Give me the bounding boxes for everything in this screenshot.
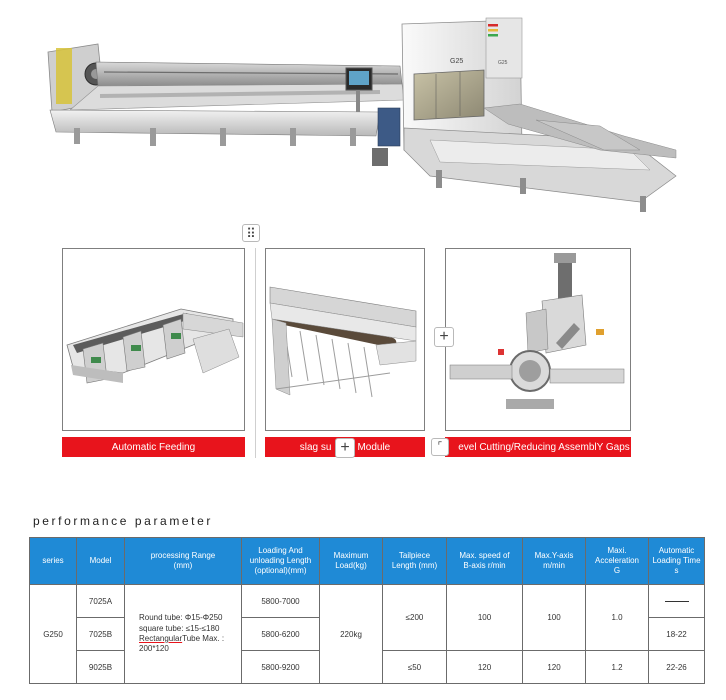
cell-length: 5800-6200 xyxy=(242,618,320,651)
cell-loading-time xyxy=(649,585,705,618)
cell-length: 5800-7000 xyxy=(242,585,320,618)
header-loading-time: Automatic Loading Time s xyxy=(649,538,705,585)
header-tailpiece: Tailpiece Length (mm) xyxy=(383,538,447,585)
feature-card-feeding xyxy=(62,248,245,431)
header-loading-length: Loading And unloading Length (optional)(mm) xyxy=(242,538,320,585)
caption-bevel-cutting xyxy=(445,437,631,457)
section-title: performance parameter xyxy=(33,514,213,528)
machine-brand-label: G25 xyxy=(450,58,464,65)
cell-acceleration: 1.0 xyxy=(586,585,649,651)
machine-brand-label-2: G25 xyxy=(498,60,508,66)
header-processing-range: processing Range (mm) xyxy=(125,538,242,585)
range-line-square: square tube: ≤15-≤180 xyxy=(139,623,220,633)
caption-slag-text: slag su xyxy=(299,441,332,453)
resize-icon[interactable]: ⌜ xyxy=(431,438,449,456)
header-acceleration: Maxi. Acceleration G xyxy=(586,538,649,585)
table-header-row xyxy=(30,538,705,585)
range-rect-max: Tube Max. : xyxy=(182,634,225,643)
range-line-rect xyxy=(139,634,239,644)
cell-y-speed: 100 xyxy=(523,585,586,651)
drag-handle-icon[interactable]: ⠿ xyxy=(242,224,260,242)
slag-support-image xyxy=(266,249,424,430)
header-y-axis: Max.Y-axis m/min xyxy=(523,538,586,585)
header-model: Model xyxy=(77,538,125,585)
cell-b-speed: 120 xyxy=(447,651,523,684)
plus-icon[interactable]: + xyxy=(434,327,454,347)
cell-tail-length: ≤50 xyxy=(383,651,447,684)
header-b-axis: Max. speed of B-axis r/min xyxy=(447,538,523,585)
cell-model: 9025B xyxy=(77,651,125,684)
caption-bevel-text: evel Cutting/Reducing AssemblY Gaps xyxy=(458,441,630,453)
header-series: series xyxy=(30,538,77,585)
table-row xyxy=(30,585,705,618)
cell-acceleration: 1.2 xyxy=(586,651,649,684)
cell-length: 5800-9200 xyxy=(242,651,320,684)
range-line-rect-size: 200*120 xyxy=(139,644,169,654)
bevel-cutting-image xyxy=(446,249,630,430)
cell-series: G250 xyxy=(30,585,77,684)
feature-card-slag-support xyxy=(265,248,425,431)
dash-line xyxy=(665,601,689,602)
range-line-round: Round tube: Φ15-Φ250 xyxy=(139,613,223,623)
cell-tail-length: ≤200 xyxy=(383,585,447,651)
cell-loading-time: 22-26 xyxy=(649,651,705,684)
cell-b-speed: 100 xyxy=(447,585,523,651)
cell-y-speed: 120 xyxy=(523,651,586,684)
parameter-table xyxy=(29,537,705,684)
cell-max-load: 220kg xyxy=(320,585,383,684)
plus-icon[interactable]: + xyxy=(335,438,355,458)
automatic-feeding-image xyxy=(63,249,244,430)
cell-model: 7025A xyxy=(77,585,125,618)
machine-hero-image xyxy=(0,0,726,222)
cell-loading-time: 18-22 xyxy=(649,618,705,651)
feature-card-bevel-cutting xyxy=(445,248,631,431)
range-rect-label: Rectangular xyxy=(139,634,183,643)
cell-model: 7025B xyxy=(77,618,125,651)
caption-automatic-feeding: Automatic Feeding xyxy=(62,437,245,457)
header-max-load: Maximum Load(kg) xyxy=(320,538,383,585)
cell-processing-range xyxy=(125,585,242,684)
caption-slag-tail: Module xyxy=(357,441,391,453)
